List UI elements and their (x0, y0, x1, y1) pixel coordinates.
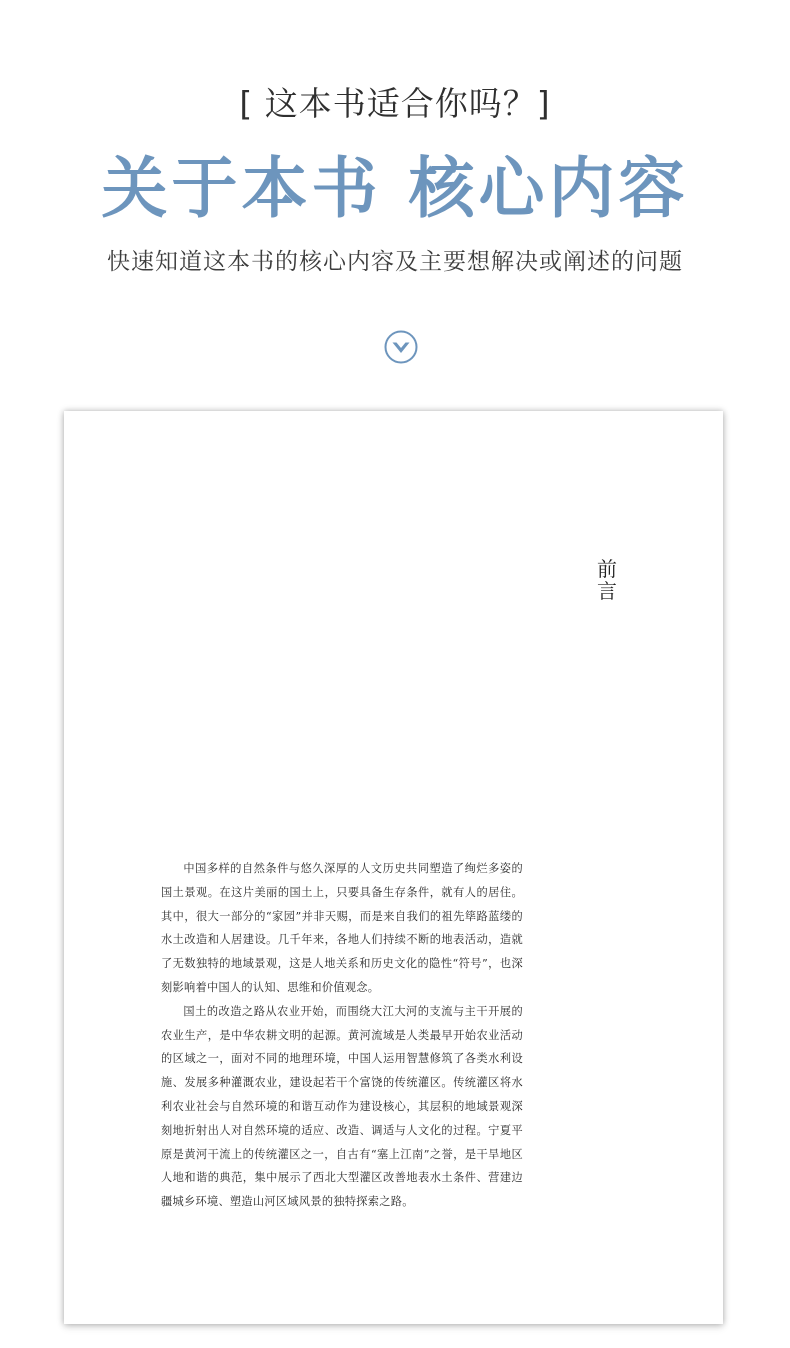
chevron-down-circle-icon (384, 330, 418, 364)
preface-heading: 前言 (597, 557, 617, 603)
preface-paragraph: 中国多样的自然条件与悠久深厚的人文历史共同塑造了绚烂多姿的国土景观。在这片美丽的国土上，只要具备生存条件，就有人的居住。其中，很大一部分的“家园”并非天赐，而是来自我们的祖先筚路蓝缕的水土改造和人居建设。几千年来，各地人们持续不断的地表活动，造就了无数独特的地域景观，这是人地关系和历史文化的隐性“符号”，也深刻影响着中国人的认知、思维和价值观念。 (161, 862, 523, 994)
preface-paragraph: 国土的改造之路从农业开始，而围绕大江大河的支流与主干开展的农业生产，是中华农耕文明的起源。黄河流域是人类最早开始农业活动的区域之一，面对不同的地理环境，中国人运用智慧修筑了各类水利设施、发展多种灌溉农业，建设起若干个富饶的传统灌区。传统灌区将水利农业社会与自然环境的和谐互动作为建设核心，其层积的地域景观深刻地折射出人对自然环境的适应、改造、调适与人文化的过程。宁夏平原是黄河干流上的传统灌区之一，自古有“塞上江南”之誉，是干旱地区人地和谐的典范，集中展示了西北大型灌区改善地表水土条件、营建边疆城乡环境、塑造山河区域风景的独特探索之路。 (161, 1004, 523, 1209)
section-subtitle: [ 这本书适合你吗？] (239, 84, 551, 123)
section-description: 快速知道这本书的核心内容及主要想解决或阐述的问题 (107, 249, 683, 275)
book-page-preview (64, 411, 723, 1324)
preface-body (161, 857, 523, 1214)
section-title: 关于本书 核心内容 (101, 149, 689, 227)
